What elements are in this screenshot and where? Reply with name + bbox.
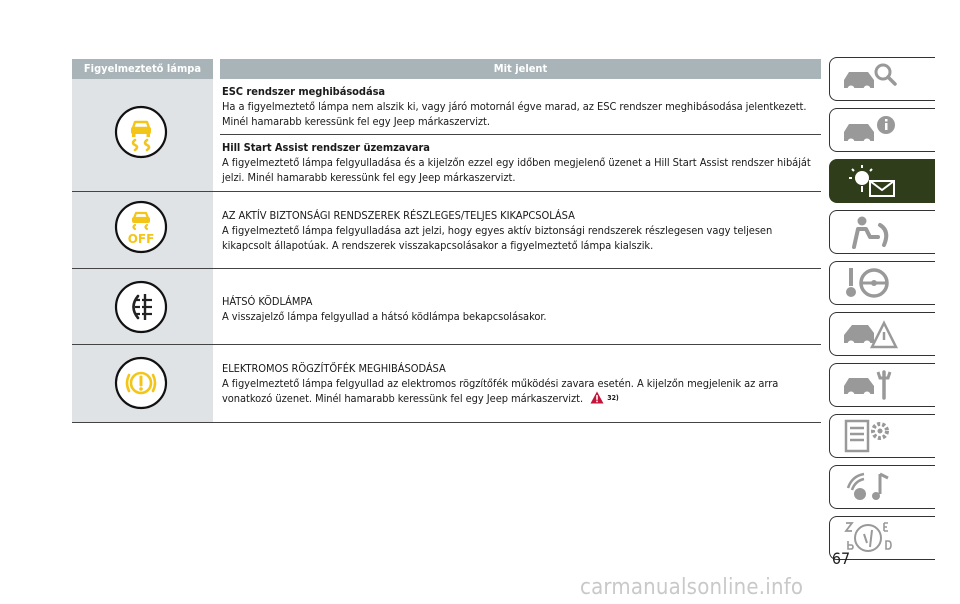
header-lamp: Figyelmeztető lámpa — [72, 59, 213, 79]
person-airbag-icon — [840, 213, 900, 251]
rear-fog-entry — [220, 269, 821, 329]
off-label: OFF — [127, 232, 155, 246]
satellite-music-icon — [840, 468, 900, 506]
car-search-icon — [840, 60, 900, 98]
lamp-cell — [72, 269, 213, 344]
safety-off-lamp-icon — [114, 200, 168, 254]
parking-brake-entry — [220, 345, 821, 413]
safety-off-entry — [220, 192, 821, 258]
car-wrench-icon — [840, 366, 900, 404]
table-header — [72, 59, 821, 79]
esc-entry — [220, 79, 821, 134]
safety-off-text: A figyelmeztető lámpa felgyulladása azt jelzi, hogy egyes aktív biztonsági rendszerek részlegesen vagy teljesen kikapcsolt állapotúak. A rendszerek visszakapcsolásakor a figyelmeztető lámpa kialszik. — [222, 224, 773, 252]
nav-tab-4[interactable] — [829, 210, 935, 254]
parking-brake-title: ELEKTROMOS RÖGZÍTŐFÉK MEGHIBÁSODÁSA — [222, 362, 446, 375]
hill-start-entry — [220, 134, 821, 191]
nav-tab-7[interactable] — [829, 363, 935, 407]
watermark: carmanualsonline.info — [580, 575, 804, 600]
list-gear-icon — [840, 417, 900, 455]
rear-fog-text: A visszajelző lámpa felgyullad a hátsó ködlámpa bekapcsolásakor. — [222, 310, 547, 323]
esc-text: Ha a figyelmeztető lámpa nem alszik ki, vagy járó motornál égve marad, az ESC rendszer meghibásodása jelentkezett. Minél hamarabb keressünk fel egy Jeep márkaszervizt. — [222, 100, 807, 128]
parking-brake-lamp-icon — [114, 356, 168, 410]
header-meaning: Mit jelent — [220, 59, 821, 79]
esc-lamp-icon — [114, 105, 168, 159]
rear-fog-lamp-icon — [114, 280, 168, 334]
lamp-cell — [72, 79, 213, 191]
lamp-cell — [72, 345, 213, 422]
table-row-safety-off — [72, 192, 821, 269]
hill-start-text: A figyelmeztető lámpa felgyulladása és a kijelzőn ezzel egy időben megjelenő üzenet a Hill Start Assist rendszer hibáját jelzi. Minél hamarabb keressünk fel egy Jeep márkaszervizt. — [222, 156, 811, 184]
lamp-cell — [72, 192, 213, 268]
rear-fog-title: HÁTSÓ KÖDLÁMPA — [222, 295, 313, 308]
safety-off-title: AZ AKTÍV BIZTONSÁGI RENDSZEREK RÉSZLEGES/TELJES KIKAPCSOLÁSA — [222, 209, 575, 222]
warning-triangle-icon — [590, 391, 604, 408]
car-info-icon — [840, 111, 900, 149]
key-steering-wheel-icon — [840, 264, 900, 302]
nav-tab-3-active[interactable] — [829, 159, 935, 203]
hill-start-title: Hill Start Assist rendszer üzemzavara — [222, 141, 430, 154]
nav-tab-1[interactable] — [829, 57, 935, 101]
warning-lamp-table — [72, 59, 821, 423]
table-row-esc — [72, 79, 821, 192]
nav-tab-6[interactable] — [829, 312, 935, 356]
nav-tab-8[interactable] — [829, 414, 935, 458]
warning-light-message-icon — [840, 162, 900, 200]
esc-title: ESC rendszer meghibásodása — [222, 85, 386, 98]
chapter-nav — [829, 57, 935, 567]
footnote-ref: 32) — [607, 394, 619, 402]
nav-tab-2[interactable] — [829, 108, 935, 152]
page-number: 67 — [831, 549, 851, 568]
table-row-rear-fog — [72, 269, 821, 345]
table-row-parking-brake — [72, 345, 821, 423]
parking-brake-text: A figyelmeztető lámpa felgyullad az elektromos rögzítőfék működési zavara esetén. A kijelzőn megjelenik az arra vonatkozó üzenet. Minél hamarabb keressünk fel egy Jeep márkaszervizt. — [222, 377, 779, 405]
nav-tab-5[interactable] — [829, 261, 935, 305]
car-accident-warning-icon — [840, 315, 900, 353]
nav-tab-9[interactable] — [829, 465, 935, 509]
